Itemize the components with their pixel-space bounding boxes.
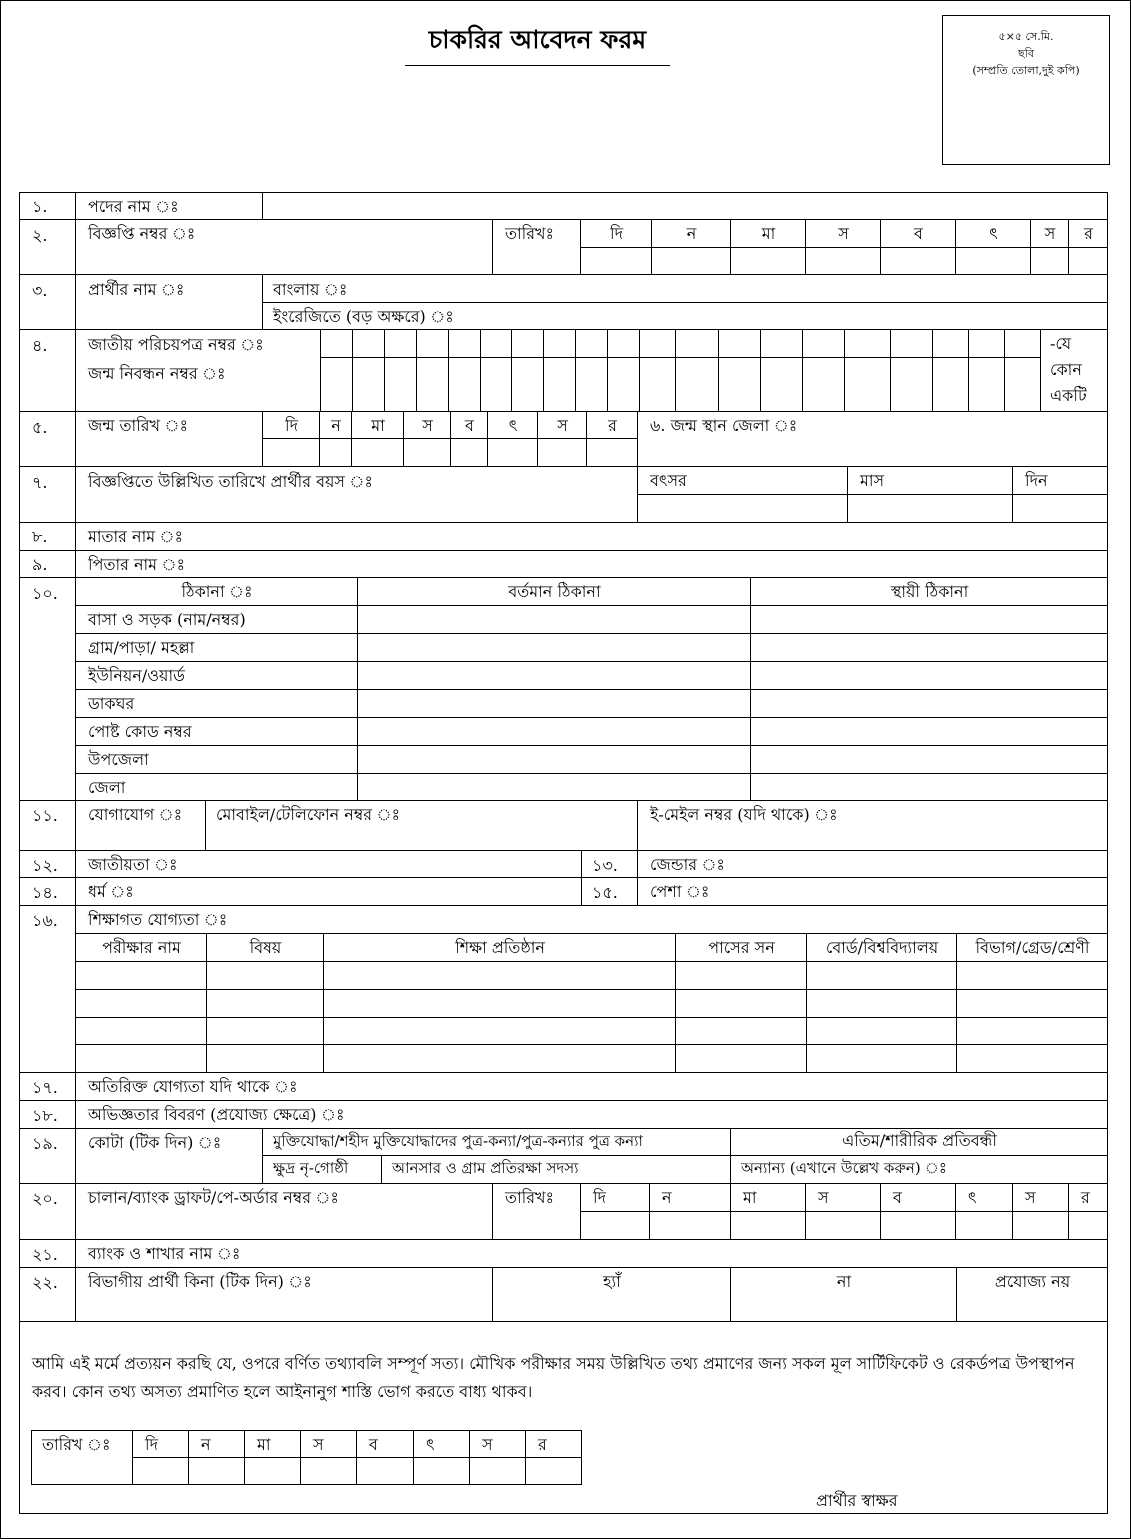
birth-reg-digit-cell[interactable] xyxy=(760,357,803,412)
birth-reg-digit-cell[interactable] xyxy=(932,357,969,412)
nid-digit-cell[interactable] xyxy=(968,329,1005,358)
departmental-yes-label: হ্যাঁ xyxy=(603,1272,621,1291)
age-day-label: দিন xyxy=(1025,471,1048,490)
date-header-letter: র xyxy=(1084,224,1093,243)
row-number: ৫. xyxy=(32,418,48,437)
date-header-letter: স xyxy=(1044,224,1056,243)
email-label: ই-মেইল নম্বর (যদি থাকে) ঃ xyxy=(650,805,838,824)
row-number: ৩. xyxy=(32,281,48,300)
education-label: শিক্ষাগত যোগ্যতা ঃ xyxy=(88,910,228,929)
nid-digit-cell[interactable] xyxy=(480,329,512,358)
date-input-cell[interactable] xyxy=(262,438,320,467)
date-input-cell[interactable] xyxy=(1012,1211,1069,1240)
address-item-label: জেলা xyxy=(88,778,126,797)
date-input-cell[interactable] xyxy=(356,1457,414,1485)
num-cell xyxy=(19,550,76,578)
departmental-na-label: প্রযোজ্য নয় xyxy=(994,1272,1071,1291)
birth-reg-digit-cell[interactable] xyxy=(844,357,891,412)
religion-field[interactable] xyxy=(75,877,582,906)
num-cell xyxy=(19,274,76,330)
quota-freedom-label: মুক্তিযোদ্ধা/শহীদ মুক্তিযোদ্ধাদের পুত্র-কন্যা/পুত্র-কন্যার পুত্র কন্যা xyxy=(273,1132,643,1150)
extra-qualification-label: অতিরিক্ত যোগ্যতা যদি থাকে ঃ xyxy=(88,1077,298,1096)
date-header-letter: মা xyxy=(743,1188,757,1207)
row-number: ১৪. xyxy=(32,883,58,902)
date-header-letter: দি xyxy=(285,416,298,435)
date-header-cell xyxy=(730,1183,806,1212)
religion-label: ধর্ম ঃ xyxy=(88,882,134,901)
date-input-cell[interactable] xyxy=(730,247,806,275)
nid-digit-cell[interactable] xyxy=(718,329,761,358)
departmental-no-label: না xyxy=(836,1272,852,1291)
row-number: ১৭. xyxy=(32,1078,58,1097)
birth-reg-digit-cell[interactable] xyxy=(480,357,512,412)
row-number: ১৬. xyxy=(32,911,58,930)
date-header-cell xyxy=(244,1430,301,1458)
date-input-cell[interactable] xyxy=(1068,1211,1108,1240)
permanent-address-field[interactable] xyxy=(750,661,1108,690)
row-number: ৪. xyxy=(32,336,48,355)
date-header-cell xyxy=(805,1183,881,1212)
applicant-name-label: প্রার্থীর নাম ঃ xyxy=(88,280,185,299)
date-header-cell xyxy=(413,1430,470,1458)
nid-digit-cell[interactable] xyxy=(675,329,719,358)
education-input-cell[interactable] xyxy=(675,1044,807,1073)
date-header-letter: ৎ xyxy=(426,1435,435,1454)
education-header: বিষয় xyxy=(249,938,282,957)
education-input-cell[interactable] xyxy=(75,1017,207,1045)
gender-label: জেন্ডার ঃ xyxy=(650,855,725,874)
quota-ethnic-label: ক্ষুদ্র নৃ-গোষ্ঠী xyxy=(273,1159,349,1177)
date-header-letter: স xyxy=(557,416,568,435)
birth-reg-digit-cell[interactable] xyxy=(416,357,449,412)
education-input-cell[interactable] xyxy=(675,961,807,990)
date-header-cell xyxy=(955,1183,1013,1212)
bank-name-label: ব্যাংক ও শাখার নাম ঃ xyxy=(88,1244,241,1263)
birth-reg-digit-cell[interactable] xyxy=(575,357,608,412)
date-header-letter: ন xyxy=(331,416,341,435)
nid-digit-cell[interactable] xyxy=(575,329,608,358)
num-cell xyxy=(19,192,76,220)
birth-reg-digit-cell[interactable] xyxy=(384,357,417,412)
permanent-address-field[interactable] xyxy=(750,773,1108,801)
birth-reg-digit-cell[interactable] xyxy=(718,357,761,412)
birth-reg-digit-cell[interactable] xyxy=(320,357,353,412)
date-input-cell[interactable] xyxy=(880,1211,956,1240)
date-header-letter: মা xyxy=(371,416,385,435)
photo-note: (সম্প্রতি তোলা,দুই কপি) xyxy=(972,64,1080,77)
nid-digit-cell[interactable] xyxy=(932,329,969,358)
declaration-text: আমি এই মর্মে প্রত্যয়ন করছি যে, ওপরে বর্ণিত তথ্যাবলি সম্পূর্ণ সত্য। মৌখিক পরীক্ষার সময় উল্লিখিত তথ্য প্রমাণের জন্য সকল মূল সার্টিফিকেট ও রেকর্ডপত্র উপস্থাপন করব। কোন তথ্য অসত্য প্রমাণিত হলে আইনানুগ শাস্তি ভোগ করতে বাধ্য থাকব। xyxy=(32,1354,1075,1401)
date-input-cell[interactable] xyxy=(805,247,881,275)
quota-orphan-label: এতিম/শারীরিক প্রতিবন্ধী xyxy=(842,1131,997,1150)
post-name-field[interactable] xyxy=(262,192,1108,220)
row-number: ১০. xyxy=(32,584,58,603)
date-input-cell[interactable] xyxy=(450,438,488,467)
birth-reg-digit-cell[interactable] xyxy=(1004,357,1041,412)
date-input-cell[interactable] xyxy=(1068,247,1108,275)
date-header-letter: স xyxy=(422,416,433,435)
education-input-cell[interactable] xyxy=(956,961,1108,990)
education-input-cell[interactable] xyxy=(75,1044,207,1073)
education-input-cell[interactable] xyxy=(206,1017,324,1045)
nid-digit-cell[interactable] xyxy=(416,329,449,358)
challan-date-label: তারিখঃ xyxy=(505,1188,555,1207)
nid-digit-cell[interactable] xyxy=(1004,329,1041,358)
contact-label: যোগাযোগ ঃ xyxy=(88,805,183,824)
nid-digit-cell[interactable] xyxy=(448,329,481,358)
birth-reg-label: জন্ম নিবন্ধন নম্বর ঃ xyxy=(88,364,226,383)
any-one-note: -যে xyxy=(1050,334,1072,353)
birth-reg-digit-cell[interactable] xyxy=(968,357,1005,412)
address-item-label: বাসা ও সড়ক (নাম/নম্বর) xyxy=(88,610,246,629)
mobile-label: মোবাইল/টেলিফোন নম্বর ঃ xyxy=(216,805,401,824)
date-input-cell[interactable] xyxy=(880,247,956,275)
address-item-label: ইউনিয়ন/ওয়ার্ড xyxy=(88,666,185,685)
birth-reg-digit-cell[interactable] xyxy=(511,357,544,412)
nid-digit-cell[interactable] xyxy=(320,329,353,358)
row-number: ২১. xyxy=(32,1245,58,1264)
date-input-cell[interactable] xyxy=(413,1457,470,1485)
date-header-letter: ন xyxy=(662,1188,672,1207)
date-header-letter: র xyxy=(608,416,617,435)
date-header-letter: ন xyxy=(686,224,697,243)
birth-date-label: জন্ম তারিখ ঃ xyxy=(88,416,188,435)
date-input-cell[interactable] xyxy=(586,438,638,467)
age-month-field[interactable] xyxy=(847,494,1013,523)
education-input-cell[interactable] xyxy=(323,1017,676,1045)
date-input-cell[interactable] xyxy=(580,247,652,275)
label-cell xyxy=(75,905,1108,934)
date-header-cell xyxy=(300,1430,357,1458)
date-header-cell xyxy=(356,1430,414,1458)
date-input-cell[interactable] xyxy=(730,1211,806,1240)
date-header-letter: র xyxy=(1081,1188,1090,1207)
quota-ansar-label: আনসার ও গ্রাম প্রতিরক্ষা সদস্য xyxy=(392,1159,579,1177)
date-input-cell[interactable] xyxy=(537,438,587,467)
nid-label: জাতীয় পরিচয়পত্র নম্বর ঃ xyxy=(88,335,264,354)
age-label: বিজ্ঞপ্তিতে উল্লিখিত তারিখে প্রার্থীর বয়স ঃ xyxy=(88,472,373,491)
date-header-letter: ন xyxy=(201,1435,211,1454)
age-day-field[interactable] xyxy=(1012,494,1108,523)
challan-number-label: চালান/ব্যাংক ড্রাফট/পে-অর্ডার নম্বর ঃ xyxy=(88,1188,339,1207)
mother-name-label: মাতার নাম ঃ xyxy=(88,527,184,546)
date-header-letter: দি xyxy=(593,1188,606,1207)
date-header-letter: ব xyxy=(465,416,474,435)
nid-digit-cell[interactable] xyxy=(890,329,933,358)
nid-digit-cell[interactable] xyxy=(760,329,803,358)
education-input-cell[interactable] xyxy=(675,989,807,1018)
nid-digit-cell[interactable] xyxy=(607,329,640,358)
education-input-cell[interactable] xyxy=(323,989,676,1018)
experience-label: অভিজ্ঞতার বিবরণ (প্রযোজ্য ক্ষেত্রে) ঃ xyxy=(88,1105,345,1124)
quota-others-label: অন্যান্য (এখানে উল্লেখ করুন) ঃ xyxy=(741,1159,947,1177)
birth-reg-digit-cell[interactable] xyxy=(675,357,719,412)
date-input-cell[interactable] xyxy=(805,1211,881,1240)
any-one-note: একটি xyxy=(1050,386,1087,405)
permanent-address-field[interactable] xyxy=(750,745,1108,774)
date-input-cell[interactable] xyxy=(132,1457,189,1485)
age-month-label: মাস xyxy=(860,471,885,490)
date-header-letter: ব xyxy=(914,224,923,243)
education-header: শিক্ষা প্রতিষ্ঠান xyxy=(455,938,545,957)
date-input-cell[interactable] xyxy=(955,247,1031,275)
birth-reg-digit-cell[interactable] xyxy=(802,357,845,412)
row-number: ১২. xyxy=(32,856,58,875)
date-input-cell[interactable] xyxy=(188,1457,245,1485)
date-header-letter: স xyxy=(482,1435,493,1454)
photo-box[interactable] xyxy=(942,15,1110,165)
date-input-cell[interactable] xyxy=(319,438,352,467)
row-number: ১৮. xyxy=(32,1106,58,1125)
row-number: ৮. xyxy=(32,527,48,546)
father-name-field[interactable] xyxy=(75,550,1108,578)
permanent-address-field[interactable] xyxy=(750,633,1108,662)
date-header-cell xyxy=(1012,1183,1069,1212)
footer-date-label: তারিখ ঃ xyxy=(42,1435,111,1454)
photo-size-text: ৫×৫ সে.মি. xyxy=(998,30,1054,43)
present-address-field[interactable] xyxy=(357,717,751,746)
present-address-field[interactable] xyxy=(357,633,751,662)
date-input-cell[interactable] xyxy=(403,438,451,467)
birth-reg-digit-cell[interactable] xyxy=(639,357,676,412)
num-cell xyxy=(19,466,76,523)
date-header-letter: র xyxy=(538,1435,547,1454)
address-item-label: উপজেলা xyxy=(88,750,149,769)
education-header: পাসের সন xyxy=(708,938,775,957)
row-number: ৭. xyxy=(32,473,48,492)
birth-reg-digit-cell[interactable] xyxy=(890,357,933,412)
present-address-field[interactable] xyxy=(357,661,751,690)
date-header-letter: মা xyxy=(257,1435,271,1454)
row-number: ২. xyxy=(32,226,48,245)
date-header-cell xyxy=(525,1430,582,1458)
date-header-cell xyxy=(132,1430,189,1458)
date-header-letter: দি xyxy=(145,1435,158,1454)
education-input-cell[interactable] xyxy=(75,989,207,1018)
birth-reg-digit-cell[interactable] xyxy=(448,357,481,412)
address-item-label: ডাকঘর xyxy=(88,694,135,713)
permanent-address-field[interactable] xyxy=(750,605,1108,634)
row-number: ২০. xyxy=(32,1189,58,1208)
present-address-field[interactable] xyxy=(357,605,751,634)
row-number: ১৯. xyxy=(32,1134,58,1153)
education-input-cell[interactable] xyxy=(323,961,676,990)
birth-reg-digit-cell[interactable] xyxy=(607,357,640,412)
education-input-cell[interactable] xyxy=(75,961,207,990)
education-input-cell[interactable] xyxy=(806,961,957,990)
education-header: বিভাগ/গ্রেড/শ্রেণী xyxy=(975,938,1090,957)
date-input-cell[interactable] xyxy=(651,247,731,275)
any-one-note: কোন xyxy=(1050,360,1082,379)
name-bangla-field[interactable] xyxy=(262,274,1108,303)
date-input-cell[interactable] xyxy=(487,438,538,467)
nid-digit-cell[interactable] xyxy=(543,329,576,358)
occupation-label: পেশা ঃ xyxy=(650,882,710,901)
nationality-label: জাতীয়তা ঃ xyxy=(88,855,178,874)
education-input-cell[interactable] xyxy=(956,1017,1108,1045)
date-header-letter: ব xyxy=(893,1188,902,1207)
education-input-cell[interactable] xyxy=(956,1044,1108,1073)
date-header-letter: মা xyxy=(761,224,776,243)
age-year-label: বৎসর xyxy=(650,471,687,490)
date-header-letter: দি xyxy=(610,224,623,243)
date-input-cell[interactable] xyxy=(244,1457,301,1485)
nid-digit-cell[interactable] xyxy=(802,329,845,358)
birth-reg-digit-cell[interactable] xyxy=(543,357,576,412)
permanent-address-field[interactable] xyxy=(750,717,1108,746)
address-item-label: গ্রাম/পাড়া/ মহল্লা xyxy=(88,638,195,657)
nid-digit-cell[interactable] xyxy=(639,329,676,358)
date-header-letter: ব xyxy=(369,1435,378,1454)
form-title: চাকরির আবেদন ফরম xyxy=(405,20,670,66)
num-cell xyxy=(19,577,76,801)
father-name-label: পিতার নাম ঃ xyxy=(88,555,185,574)
date-input-cell[interactable] xyxy=(300,1457,357,1485)
permanent-address-label: স্থায়ী ঠিকানা xyxy=(890,582,969,601)
nid-digit-cell[interactable] xyxy=(384,329,417,358)
date-input-cell[interactable] xyxy=(1030,247,1069,275)
date-header-cell xyxy=(469,1430,526,1458)
quota-label: কোটা (টিক দিন) ঃ xyxy=(88,1133,222,1152)
present-address-label: বর্তমান ঠিকানা xyxy=(508,582,601,601)
date-header-letter: স xyxy=(1025,1188,1036,1207)
nid-digit-cell[interactable] xyxy=(352,329,385,358)
date-header-letter: ৎ xyxy=(989,224,998,243)
date-header-cell xyxy=(880,1183,956,1212)
birth-reg-digit-cell[interactable] xyxy=(352,357,385,412)
date-input-cell[interactable] xyxy=(351,438,404,467)
name-bangla-label: বাংলায় ঃ xyxy=(273,280,348,299)
education-input-cell[interactable] xyxy=(675,1017,807,1045)
num-cell xyxy=(19,411,76,467)
num-cell xyxy=(19,219,76,275)
education-input-cell[interactable] xyxy=(323,1044,676,1073)
post-name-label: পদের নাম ঃ xyxy=(88,197,179,216)
education-input-cell[interactable] xyxy=(206,1044,324,1073)
row-number: ১১. xyxy=(32,806,58,825)
present-address-field[interactable] xyxy=(357,773,751,801)
nid-digit-cell[interactable] xyxy=(844,329,891,358)
circular-number-label: বিজ্ঞপ্তি নম্বর ঃ xyxy=(88,224,196,243)
address-label: ঠিকানা ঃ xyxy=(181,582,253,601)
age-year-field[interactable] xyxy=(637,494,848,523)
num-cell xyxy=(19,329,76,412)
row-number: ১৩. xyxy=(592,856,618,875)
signature-label: প্রার্থীর স্বাক্ষর xyxy=(816,1491,898,1510)
row-number: ১৫. xyxy=(592,883,618,902)
present-address-field[interactable] xyxy=(357,745,751,774)
date-input-cell[interactable] xyxy=(580,1211,650,1240)
date-input-cell[interactable] xyxy=(469,1457,526,1485)
date-header-cell xyxy=(580,1183,650,1212)
circular-date-label: তারিখঃ xyxy=(505,224,555,243)
photo-label: ছবি xyxy=(1018,47,1034,60)
row-number: ৯. xyxy=(32,555,48,574)
date-header-letter: ৎ xyxy=(968,1188,977,1207)
education-header: পরীক্ষার নাম xyxy=(102,938,181,957)
education-input-cell[interactable] xyxy=(206,961,324,990)
mother-name-field[interactable] xyxy=(75,522,1108,551)
nid-digit-cell[interactable] xyxy=(511,329,544,358)
date-input-cell[interactable] xyxy=(525,1457,582,1485)
education-input-cell[interactable] xyxy=(806,1017,957,1045)
date-header-cell xyxy=(188,1430,245,1458)
education-input-cell[interactable] xyxy=(206,989,324,1018)
education-input-cell[interactable] xyxy=(806,989,957,1018)
present-address-field[interactable] xyxy=(357,689,751,718)
name-english-label: ইংরেজিতে (বড় অক্ষরে) ঃ xyxy=(273,307,454,326)
departmental-label: বিভাগীয় প্রার্থী কিনা (টিক দিন) ঃ xyxy=(88,1272,312,1291)
date-input-cell[interactable] xyxy=(649,1211,731,1240)
date-header-letter: স xyxy=(818,1188,829,1207)
row-number: ১. xyxy=(32,197,48,216)
row-number: ২২. xyxy=(32,1273,58,1292)
date-header-letter: স xyxy=(313,1435,324,1454)
date-header-letter: ৎ xyxy=(508,416,518,435)
address-item-label: পোষ্ট কোড নম্বর xyxy=(88,722,192,741)
education-header: বোর্ড/বিশ্ববিদ্যালয় xyxy=(825,938,939,957)
education-input-cell[interactable] xyxy=(956,989,1108,1018)
permanent-address-field[interactable] xyxy=(750,689,1108,718)
date-header-letter: স xyxy=(838,224,849,243)
education-input-cell[interactable] xyxy=(806,1044,957,1073)
date-input-cell[interactable] xyxy=(955,1211,1013,1240)
num-cell xyxy=(19,522,76,551)
birth-district-label: ৬. জন্ম স্থান জেলা ঃ xyxy=(650,416,798,435)
